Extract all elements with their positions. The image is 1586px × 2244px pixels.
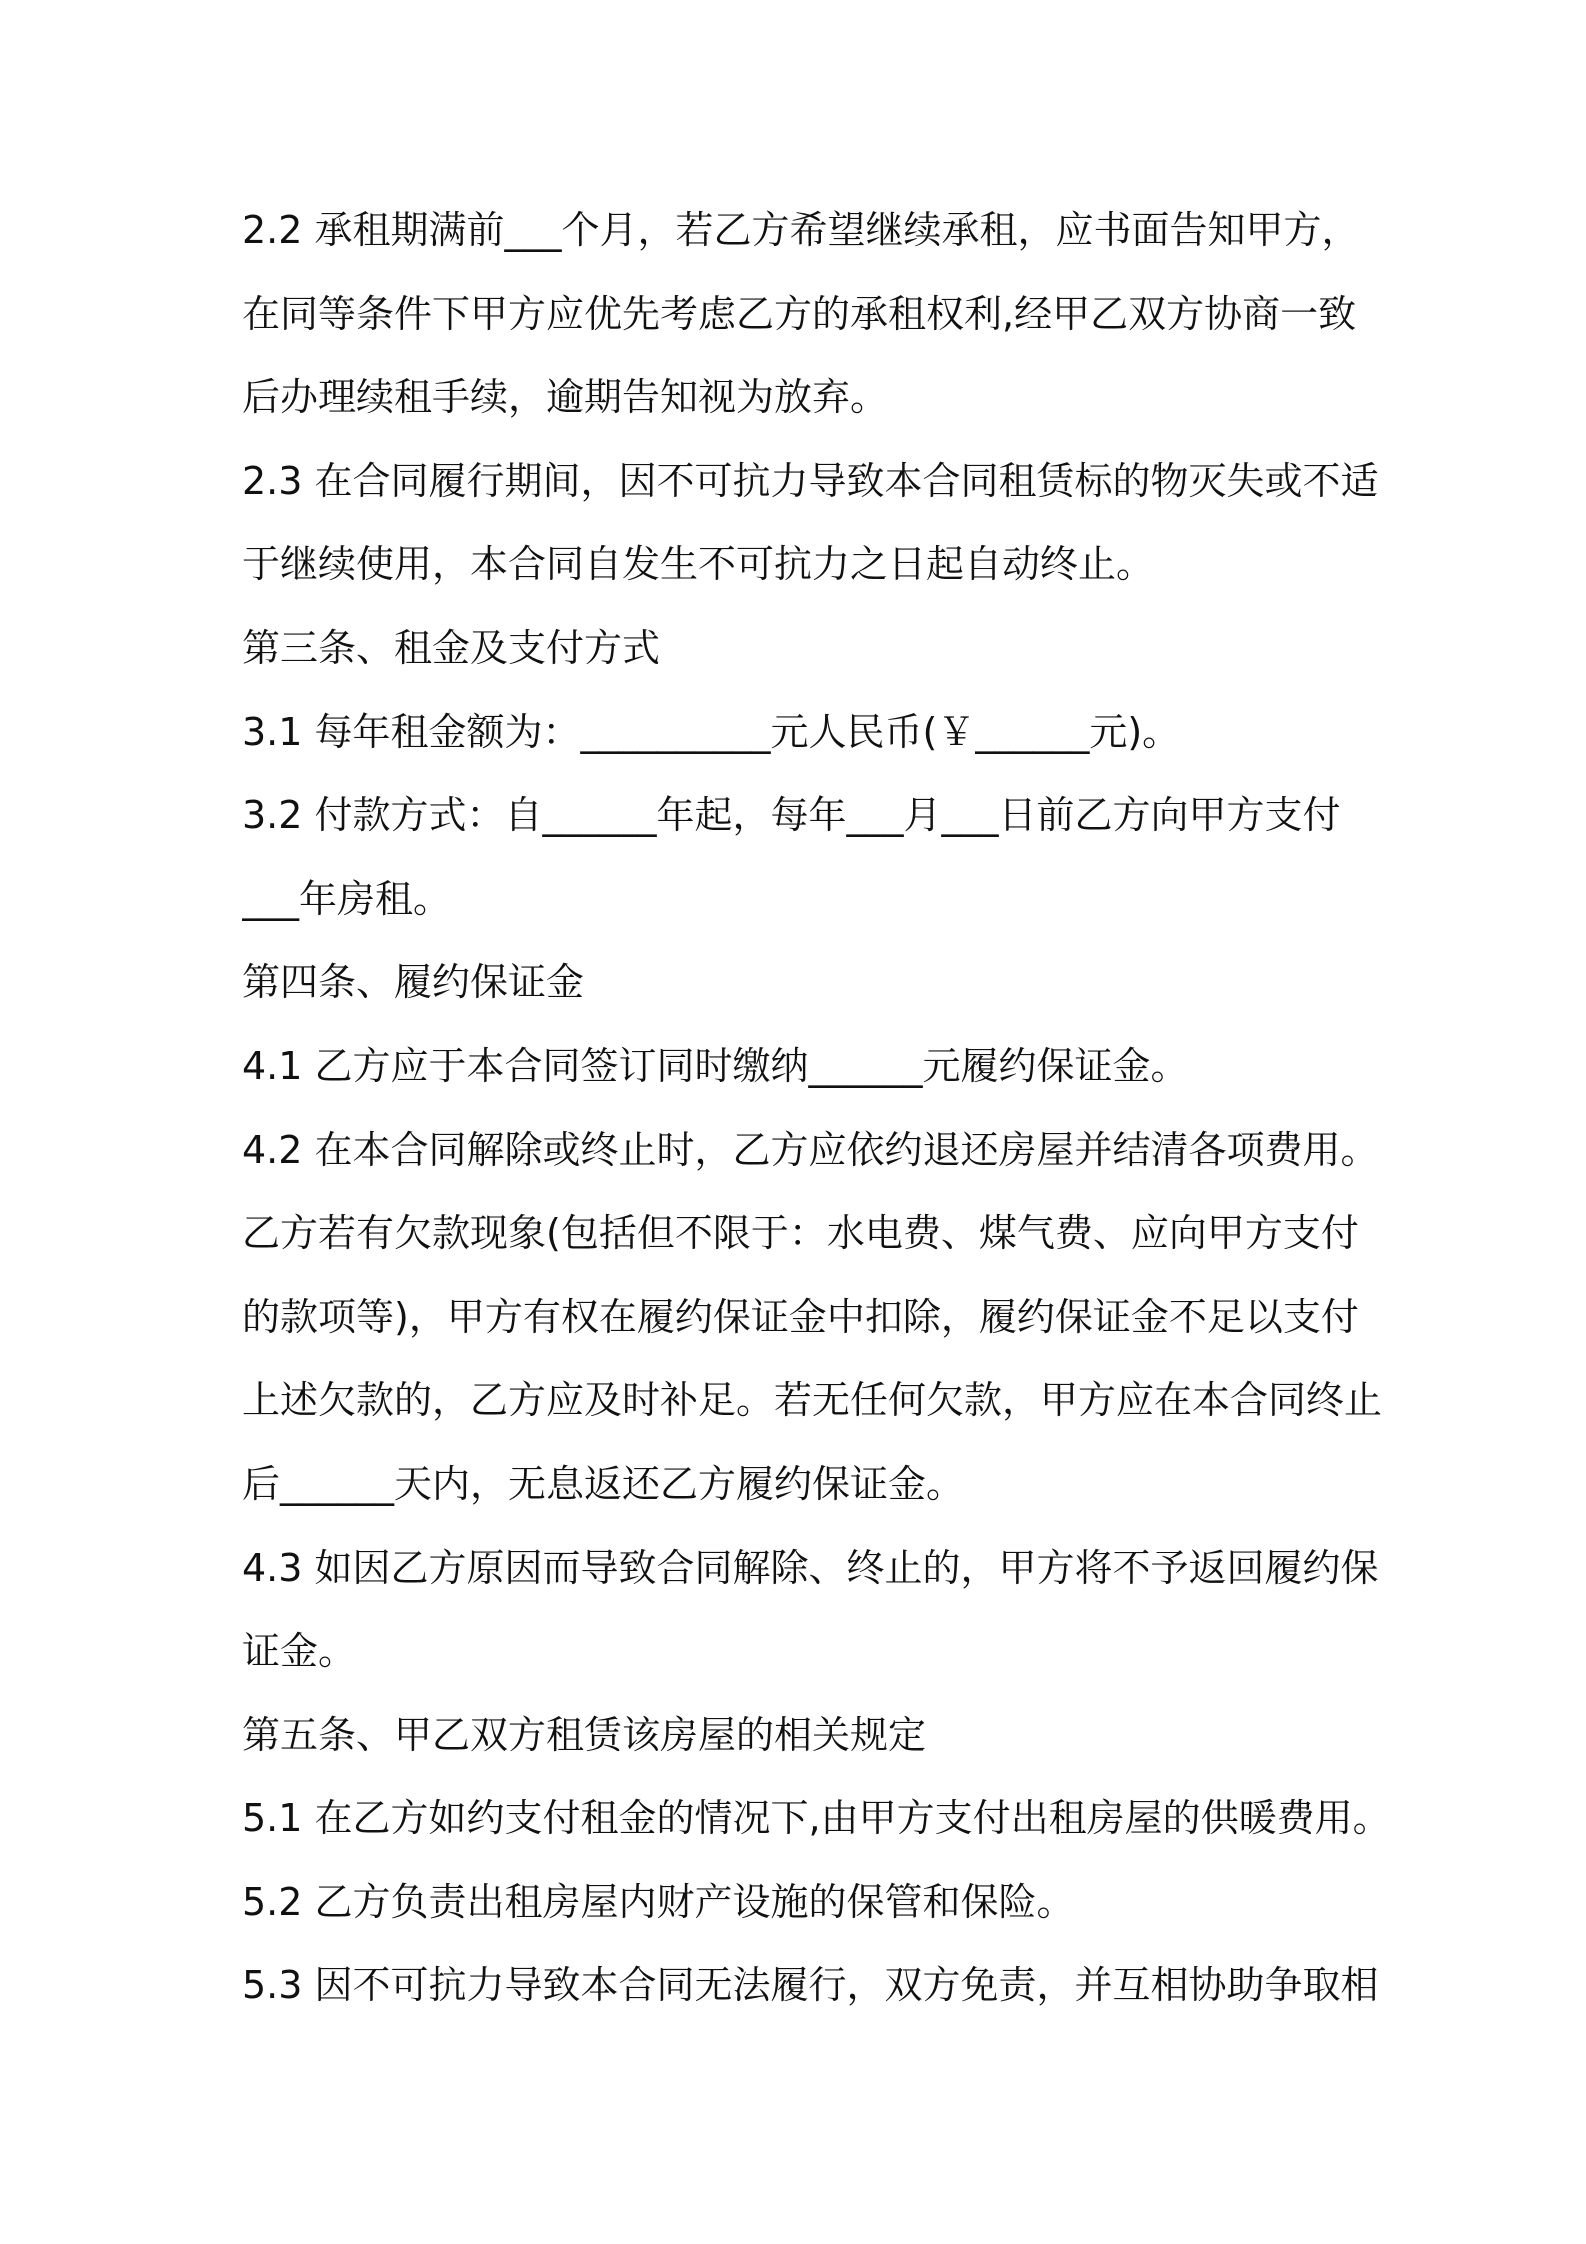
clause-3-2-line: 3.2 付款方式：自______年起，每年___月___日前乙方向甲方支付: [242, 793, 1341, 838]
clause-5-1-line: 5.1 在乙方如约支付租金的情况下,由甲方支付出租房屋的供暖费用。: [242, 1796, 1391, 1841]
contract-text: [242, 189, 1402, 2028]
clause-4-1-line: 4.1 乙方应于本合同签订同时缴纳______元履约保证金。: [242, 1043, 1189, 1088]
clause-2-3-line: 2.3 在合同履行期间，因不可抗力导致本合同租赁标的物灭失或不适: [242, 458, 1379, 503]
clause-3-1-line: 3.1 每年租金额为：__________元人民币(￥______元)。: [242, 709, 1181, 754]
clause-4-2-line: 的款项等)，甲方有权在履约保证金中扣除，履约保证金不足以支付: [242, 1294, 1359, 1339]
clause-4-2-line: 乙方若有欠款现象(包括但不限于：水电费、煤气费、应向甲方支付: [242, 1211, 1359, 1256]
clause-4-3-line: 证金。: [242, 1629, 357, 1674]
article-5-heading: 第五条、甲乙双方租赁该房屋的相关规定: [242, 1712, 927, 1757]
clause-4-2-line: 上述欠款的，乙方应及时补足。若无任何欠款，甲方应在本合同终止: [242, 1378, 1383, 1423]
clause-4-3-line: 4.3 如因乙方原因而导致合同解除、终止的，甲方将不予返回履约保: [242, 1545, 1379, 1590]
clause-2-3-line: 于继续使用，本合同自发生不可抗力之日起自动终止。: [242, 542, 1155, 587]
clause-2-2-line: 在同等条件下甲方应优先考虑乙方的承租权利,经甲乙双方协商一致: [242, 291, 1357, 336]
clause-2-2-line: 2.2 承租期满前___个月，若乙方希望继续承租，应书面告知甲方，: [242, 208, 1360, 252]
clause-5-3-line: 5.3 因不可抗力导致本合同无法履行，双方免责，并互相协助争取相: [242, 1963, 1379, 2008]
clause-5-2-line: 5.2 乙方负责出租房屋内财产设施的保管和保险。: [242, 1879, 1075, 1924]
clause-4-2-line: 4.2 在本合同解除或终止时，乙方应依约退还房屋并结清各项费用。: [242, 1127, 1379, 1172]
clause-3-2-line: ___年房租。: [242, 876, 452, 921]
clause-2-2-line: 后办理续租手续，逾期告知视为放弃。: [242, 375, 889, 420]
clause-4-2-line: 后______天内，无息返还乙方履约保证金。: [242, 1461, 965, 1506]
article-3-heading: 第三条、租金及支付方式: [242, 625, 661, 670]
article-4-heading: 第四条、履约保证金: [242, 960, 585, 1005]
